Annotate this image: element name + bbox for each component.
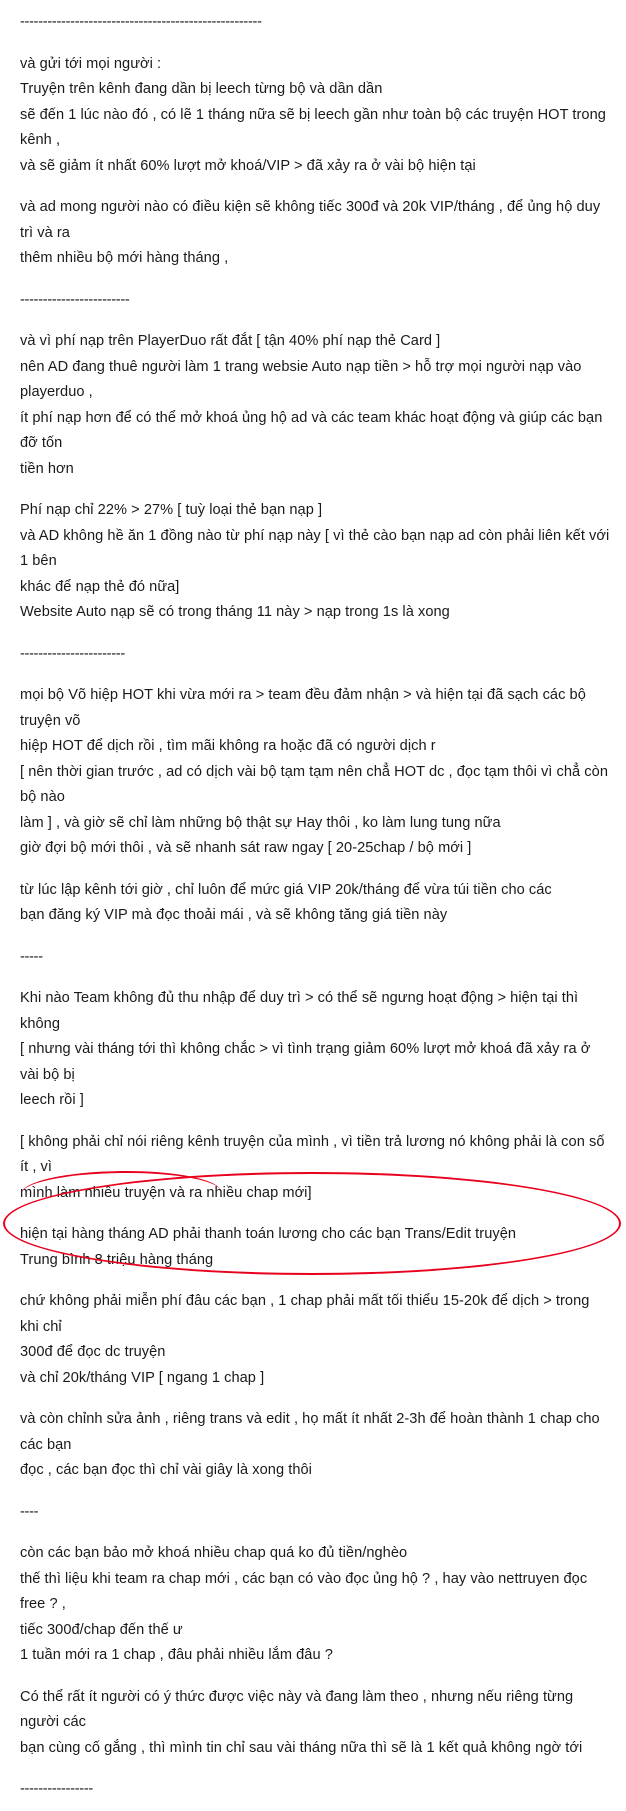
text-line: [ nên thời gian trước , ad có dịch vài bộ tạm tạm nên chẳ HOT dc , đọc tạm thôi vì chẳ còn bộ nào	[20, 763, 613, 805]
text-line: leech rồi ]	[20, 1092, 84, 1108]
text-line: 1 tuần mới ra 1 chap , đâu phải nhiều lắm đâu ?	[20, 1647, 333, 1663]
text-line: bạn cùng cố gắng , thì mình tin chỉ sau vài tháng nữa thì sẽ là 1 kết quả không ngờ tới	[20, 1739, 583, 1756]
separator-line: ----	[20, 1503, 39, 1520]
text-line: mọi bộ Võ hiệp HOT khi vừa mới ra > team đều đảm nhận > và hiện tại đã sạch các bộ truyện võ	[20, 687, 590, 729]
text-line: mình làm nhiều truyện và ra nhiều chap mới]	[20, 1184, 312, 1201]
text-line: tiếc 300đ/chap đến thế ư	[20, 1621, 183, 1638]
paragraph	[20, 1289, 612, 1391]
paragraph	[20, 1541, 612, 1669]
text-line: Có thể rất ít người có ý thức được việc này và đang làm theo , nhưng nếu riêng từng người các	[20, 1688, 578, 1730]
text-line: và chỉ 20k/tháng VIP [ ngang 1 chap ]	[20, 1369, 265, 1386]
paragraph	[20, 498, 612, 626]
text-line: chứ không phải miễn phí đâu các bạn , 1 chap phải mất tối thiểu 15-20k để dịch > trong khi chỉ	[20, 1293, 594, 1335]
paragraph	[20, 195, 612, 272]
text-line: làm ] , và giờ sẽ chỉ làm những bộ thật sự Hay thôi , ko làm lung tung nữa	[20, 814, 501, 831]
text-line: nên AD đang thuê người làm 1 trang websie Auto nạp tiền > hỗ trợ mọi người nạp vào playerduo ,	[20, 358, 586, 400]
separator-line: -----	[20, 948, 43, 965]
text-line: đọc , các bạn đọc thì chỉ vài giây là xong thôi	[20, 1462, 312, 1478]
text-line: khác để nạp thẻ đó nữa]	[20, 578, 180, 595]
text-line: và sẽ giảm ít nhất 60% lượt mở khoá/VIP > đã xảy ra ở vài bộ hiện tại	[20, 157, 476, 174]
paragraph	[20, 1130, 612, 1207]
paragraph	[20, 52, 612, 180]
text-line: hiện tại hàng tháng AD phải thanh toán lương cho các bạn Trans/Edit truyện	[20, 1226, 517, 1242]
paragraph	[20, 683, 612, 862]
paragraph	[20, 1407, 612, 1484]
text-line: Trung bình 8 triệu hàng tháng	[20, 1251, 214, 1268]
text-line: Website Auto nạp sẽ có trong tháng 11 này > nạp trong 1s là xong	[20, 604, 450, 620]
paragraph	[20, 329, 612, 482]
paragraph	[20, 878, 612, 929]
text-line: và vì phí nạp trên PlayerDuo rất đắt [ tận 40% phí nạp thẻ Card ]	[20, 333, 441, 349]
text-line: ít phí nạp hơn để có thể mở khoá ủng hộ ad và các team khác hoạt động và giúp các bạn đỡ tốn	[20, 409, 607, 451]
separator-line: ----------------	[20, 1781, 93, 1797]
text-line: sẽ đến 1 lúc nào đó , có lẽ 1 tháng nữa sẽ bị leech gần như toàn bộ các truyện HOT trong kênh ,	[20, 106, 611, 148]
text-line: thế thì liệu khi team ra chap mới , các bạn có vào đọc ủng hộ ? , hay vào nettruyen đọc free ? ,	[20, 1570, 592, 1612]
text-line: còn các bạn bảo mở khoá nhiều chap quá ko đủ tiền/nghèo	[20, 1545, 408, 1561]
text-line: Truyện trên kênh đang dần bị leech từng bộ và dần dần	[20, 81, 383, 97]
text-line: thêm nhiều bộ mới hàng tháng ,	[20, 250, 229, 266]
text-line: 300đ để đọc dc truyện	[20, 1344, 166, 1360]
text-line: và ad mong người nào có điều kiện sẽ không tiếc 300đ và 20k VIP/tháng , để ủng hộ duy trì và ra	[20, 199, 605, 241]
text-line: và gửi tới mọi người :	[20, 55, 162, 72]
highlighted-paragraph	[20, 1685, 612, 1762]
text-line: tiền hơn	[20, 460, 74, 477]
separator-line: ------------------------	[20, 291, 130, 308]
paragraph	[20, 986, 612, 1114]
text-line: Phí nạp chỉ 22% > 27% [ tuỳ loại thẻ bạn nạp ]	[20, 502, 323, 518]
document-body	[20, 10, 612, 1803]
text-line: bạn đăng ký VIP mà đọc thoải mái , và sẽ không tăng giá tiền này	[20, 907, 448, 923]
text-line: [ nhưng vài tháng tới thì không chắc > vì tình trạng giảm 60% lượt mở khoá đã xảy ra ở vài bộ bị	[20, 1041, 595, 1083]
paragraph	[20, 1222, 612, 1273]
text-line: và AD không hề ăn 1 đồng nào từ phí nạp này [ vì thẻ cào bạn nạp ad còn phải liên kết với 1 bên	[20, 527, 614, 569]
text-line: hiệp HOT để dịch rồi , tìm mãi không ra hoặc đã có người dịch r	[20, 738, 436, 754]
separator-line: -----------------------------------------------------	[20, 14, 262, 30]
text-line: từ lúc lập kênh tới giờ , chỉ luôn để mức giá VIP 20k/tháng để vừa túi tiền cho các	[20, 881, 552, 898]
text-line: Khi nào Team không đủ thu nhập để duy trì > có thể sẽ ngưng hoạt động > hiện tại thì không	[20, 990, 583, 1032]
text-line: giờ đợi bộ mới thôi , và sẽ nhanh sát raw ngay [ 20-25chap / bộ mới ]	[20, 840, 472, 856]
text-line: và còn chỉnh sửa ảnh , riêng trans và edit , họ mất ít nhất 2-3h để hoàn thành 1 chap cho các bạn	[20, 1411, 604, 1453]
text-line: [ không phải chỉ nói riêng kênh truyện của mình , vì tiền trả lương nó không phải là con số ít , vì	[20, 1133, 609, 1175]
separator-line: -----------------------	[20, 645, 125, 662]
